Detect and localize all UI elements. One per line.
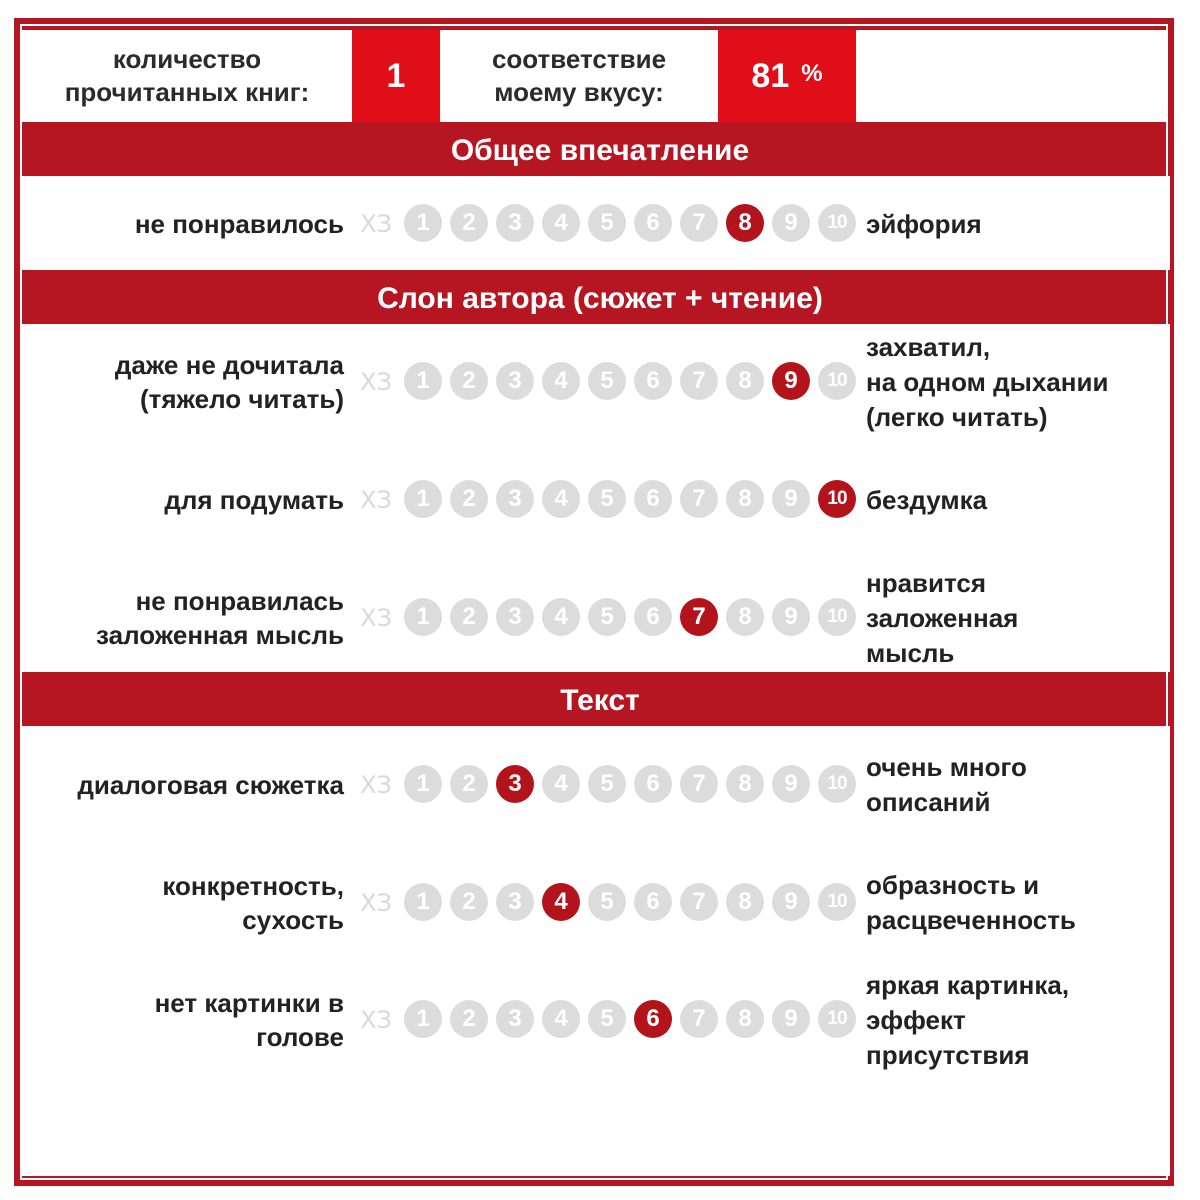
- row-left-label: [115, 348, 344, 416]
- scale-dot: 6: [634, 480, 672, 518]
- scale-dot: 5: [588, 765, 626, 803]
- row-right-label-line: захватил,: [866, 331, 991, 362]
- row-right-label-line: (легко читать): [866, 401, 1048, 432]
- match-number: 81: [751, 56, 790, 95]
- scale-dot: 10: [818, 1000, 856, 1038]
- scale-dot: 5: [588, 480, 626, 518]
- scale-dot: 2: [450, 765, 488, 803]
- scale-dot-selected: 7: [680, 598, 718, 636]
- scale-dot: 1: [404, 362, 442, 400]
- books-read-number: 1: [386, 56, 406, 95]
- row-right-label: [866, 868, 1076, 938]
- scale-dot: 5: [588, 598, 626, 636]
- scale-dot: 9: [772, 598, 810, 636]
- row-left-label: [155, 986, 344, 1054]
- row-right-label-line: на одном дыхании: [866, 366, 1109, 397]
- scale-dot: 5: [588, 1000, 626, 1038]
- scale-dot: 10: [818, 883, 856, 921]
- scale-dot: 10: [818, 362, 856, 400]
- scale-dot: 3: [496, 480, 534, 518]
- scale-dot: 7: [680, 765, 718, 803]
- row-left-label: [135, 207, 344, 241]
- row-right-label: [866, 968, 1069, 1073]
- scale-dot: 6: [634, 204, 672, 242]
- row-left-label-line: диалоговая сюжетка: [77, 770, 344, 800]
- row-left-label-line: даже не дочитала: [114, 350, 344, 380]
- section-title-overall: Общее впечатление: [450, 134, 750, 167]
- row-left-label: [164, 483, 344, 517]
- rating-scale: [356, 1000, 856, 1040]
- scale-dot: 2: [450, 1000, 488, 1038]
- row-right-label-line: расцвеченность: [866, 905, 1076, 935]
- scale-dot: 8: [726, 1000, 764, 1038]
- books-read-label-line: прочитанных книг:: [64, 77, 310, 107]
- row-right-label-line: описаний: [866, 787, 991, 817]
- row-right-label-line: мысль: [866, 637, 955, 668]
- row-left-label-line: не понравилось: [134, 209, 344, 239]
- books-read-label: [22, 43, 352, 109]
- scale-dot: 2: [450, 883, 488, 921]
- scale-dot: 1: [404, 204, 442, 242]
- scale-dot-selected: 3: [496, 765, 534, 803]
- row-right-label: [866, 330, 1108, 435]
- scale-dot: 9: [772, 480, 810, 518]
- scale-dot-selected: 4: [542, 883, 580, 921]
- scale-xz-label: ХЗ: [360, 486, 392, 514]
- scale-dot: 7: [680, 480, 718, 518]
- row-left-label-line: конкретность,: [162, 871, 344, 901]
- row-left-label-line: сухость: [242, 905, 344, 935]
- scale-dot: 8: [726, 765, 764, 803]
- row-right-label-line: эйфория: [866, 208, 982, 239]
- scale-dot: 10: [818, 598, 856, 636]
- scale-xz-label: ХЗ: [360, 604, 392, 632]
- rating-scale: [356, 362, 856, 402]
- scale-dot: 10: [818, 204, 856, 242]
- row-left-label-line: заложенная мысль: [96, 620, 344, 650]
- scale-xz-label: ХЗ: [360, 889, 392, 917]
- section-title-text: Текст: [560, 684, 640, 717]
- scale-dot: 5: [588, 883, 626, 921]
- rating-scale: [356, 204, 856, 244]
- row-right-label-line: заложенная: [866, 602, 1019, 633]
- scale-dot: 5: [588, 362, 626, 400]
- scale-dot: 8: [726, 362, 764, 400]
- scale-dot: 4: [542, 480, 580, 518]
- match-label-line: моему вкусу:: [494, 77, 664, 107]
- scale-dot: 3: [496, 362, 534, 400]
- row-left-label-line: голове: [256, 1022, 344, 1052]
- row-right-label: [866, 207, 982, 242]
- scale-dot: 8: [726, 480, 764, 518]
- row-left-label-line: нет картинки в: [154, 988, 344, 1018]
- scale-dot: 10: [818, 765, 856, 803]
- match-percent-sign: %: [801, 60, 823, 87]
- scale-dot: 3: [496, 598, 534, 636]
- row-right-label-line: яркая картинка,: [866, 969, 1070, 1000]
- scale-dot-selected: 9: [772, 362, 810, 400]
- row-left-label-line: для подумать: [164, 485, 344, 515]
- scale-dot: 8: [726, 883, 764, 921]
- scale-dot: 7: [680, 204, 718, 242]
- scale-dot: 9: [772, 883, 810, 921]
- scale-dot: 9: [772, 1000, 810, 1038]
- row-left-label-line: (тяжело читать): [139, 384, 344, 414]
- scale-dot: 2: [450, 480, 488, 518]
- scale-dot: 4: [542, 765, 580, 803]
- scale-dot: 4: [542, 204, 580, 242]
- header-panel-right: [856, 30, 1168, 122]
- rating-scale: [356, 765, 856, 805]
- scale-dot: 2: [450, 362, 488, 400]
- match-label-line: соответствие: [491, 44, 667, 74]
- row-left-label: [96, 584, 344, 652]
- scale-dot-selected: 8: [726, 204, 764, 242]
- scale-xz-label: ХЗ: [360, 771, 392, 799]
- scale-dot: 9: [772, 204, 810, 242]
- scale-dot: 6: [634, 883, 672, 921]
- row-right-label-line: присутствия: [866, 1039, 1030, 1070]
- scale-xz-label: ХЗ: [360, 368, 392, 396]
- scale-dot: 6: [634, 598, 672, 636]
- scale-xz-label: ХЗ: [360, 210, 392, 238]
- scale-dot: 2: [450, 204, 488, 242]
- scale-dot: 1: [404, 765, 442, 803]
- rating-scale: [356, 480, 856, 520]
- section-title-author: Слон автора (сюжет + чтение): [377, 282, 823, 315]
- scale-dot: 3: [496, 1000, 534, 1038]
- scale-dot: 7: [680, 1000, 718, 1038]
- scale-dot: 2: [450, 598, 488, 636]
- row-right-label: [866, 483, 987, 518]
- scale-dot: 4: [542, 598, 580, 636]
- scale-dot: 5: [588, 204, 626, 242]
- scale-dot: 1: [404, 480, 442, 518]
- scale-dot-selected: 10: [818, 480, 856, 518]
- scale-dot: 3: [496, 204, 534, 242]
- scale-dot: 1: [404, 1000, 442, 1038]
- scale-dot: 6: [634, 765, 672, 803]
- match-value: [718, 30, 856, 122]
- scale-dot: 6: [634, 362, 672, 400]
- rating-scale: [356, 883, 856, 923]
- match-label: [440, 43, 718, 109]
- row-left-label: [162, 869, 344, 937]
- scale-dot: 1: [404, 883, 442, 921]
- scale-dot: 7: [680, 883, 718, 921]
- scale-dot: 9: [772, 765, 810, 803]
- rating-scale: [356, 598, 856, 638]
- scale-dot: 7: [680, 362, 718, 400]
- row-right-label: [866, 566, 1018, 671]
- scale-dot: 4: [542, 362, 580, 400]
- row-right-label-line: бездумка: [866, 484, 988, 515]
- row-left-label-line: не понравилась: [135, 586, 344, 616]
- scale-dot: 1: [404, 598, 442, 636]
- scale-xz-label: ХЗ: [360, 1006, 392, 1034]
- books-read-value: [352, 30, 440, 122]
- books-read-label-line: количество: [112, 44, 262, 74]
- row-right-label: [866, 750, 1027, 820]
- scale-dot-selected: 6: [634, 1000, 672, 1038]
- row-right-label-line: нравится: [866, 567, 987, 598]
- row-right-label-line: образность и: [866, 870, 1040, 900]
- scale-dot: 4: [542, 1000, 580, 1038]
- row-left-label: [77, 768, 344, 802]
- row-right-label-line: очень много: [866, 752, 1027, 782]
- scale-dot: 3: [496, 883, 534, 921]
- row-right-label-line: эффект: [866, 1004, 966, 1035]
- scale-dot: 8: [726, 598, 764, 636]
